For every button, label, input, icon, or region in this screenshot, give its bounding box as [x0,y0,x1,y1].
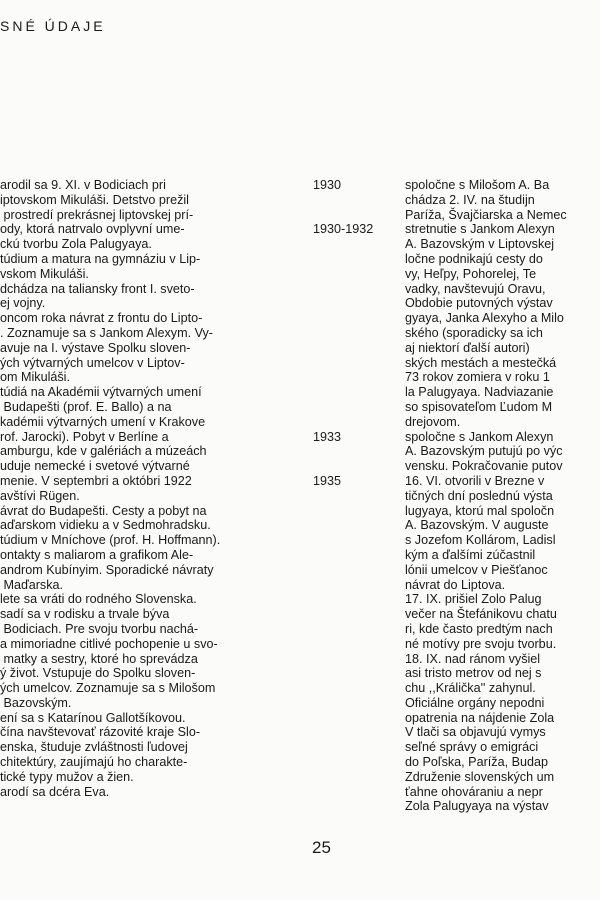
text-line: ení sa s Katarínou Gallotšíkovou. [0,710,186,725]
text-line: A. Bazovským putujú po výc [405,444,563,459]
text-line: návrat do Liptova. [405,577,506,592]
text-line: Bazovským. [0,695,72,710]
text-line: chitektúry, zaujímajú ho charakte- [0,755,188,770]
text-line: om Mikuláši. [0,370,70,385]
text-line: Maďarska. [0,577,64,592]
text-line: vy, Heľpy, Pohorelej, Te [405,266,537,281]
text-line: arodil sa 9. XI. v Bodiciach pri [0,178,166,192]
year-label: 1930-1932 [313,222,374,237]
right-text-column [405,178,600,814]
text-line: Budapešti (prof. E. Ballo) a na [0,399,172,414]
text-line: ri, kde často predtým nach [405,621,553,636]
text-line: . Zoznamuje sa s Jankom Alexym. Vy- [0,325,213,340]
text-line: ody, ktorá natrvalo ovplyvní ume- [0,222,185,237]
text-line: kým a ďalšími zúčastnil [405,547,536,562]
text-line: lónii umelcov v Piešťanoc [405,562,548,577]
text-line: 16. VI. otvorili v Brezne v [405,473,545,488]
text-line: oncom roka návrat z frontu do Lipto- [0,311,203,326]
text-line: vadky, navštevujú Oravu, [405,281,546,296]
text-line: aďarskom vidieku a v Sedmohradsku. [0,518,211,533]
text-line: tické typy mužov a žien. [0,769,134,784]
text-line: tičných dní poslednú výsta [405,488,553,503]
text-line: spoločne s Jankom Alexyn [405,429,554,444]
text-line: čína navštevovať rázovité kraje Slo- [0,725,201,740]
text-line: ského (sporadicky sa ich [405,325,543,340]
text-line: večer na Štefánikovu chatu [405,607,557,622]
text-line: matky a sestry, ktoré ho sprevádza [0,651,198,666]
text-line: do Poľska, Paríža, Budap [405,755,548,770]
text-line: prostredí prekrásnej liptovskej prí- [0,207,194,222]
text-line: s Jozefom Kollárom, Ladisl [405,533,556,548]
text-line: 73 rokov zomiera v roku 1 [405,370,550,385]
text-line: 18. IX. nad ránom vyšiel [405,651,541,666]
text-line: enska, študuje zvláštnosti ľudovej [0,740,188,755]
year-label: 1933 [313,429,342,444]
text-line: opatrenia na nájdenie Zola [405,710,555,725]
text-line: uduje nemecké i svetové výtvarné [0,459,190,474]
text-line: chu ,,Králička'' zahynul. [405,681,536,696]
text-line: ávrat do Budapešti. Cesty a pobyt na [0,503,207,518]
text-line: spoločne s Milošom A. Ba [405,178,550,192]
text-line: Zola Palugyaya na výstav [405,799,549,814]
text-line: Obdobie putovných výstav [405,296,553,311]
text-line: seľné správy o emigráci [405,740,539,755]
text-line: amburgu, kde v galériách a múzeách [0,444,207,459]
text-line: túdium a matura na gymnáziu v Lip- [0,251,201,266]
text-line: ločne podnikajú cesty do [405,251,543,266]
text-line: iptovskom Mikuláši. Detstvo prežil [0,192,189,207]
text-line: asi tristo metrov od nej s [405,666,542,681]
text-line: túdium v Mníchove (prof. H. Hoffmann). [0,533,221,548]
text-line: túdiá na Akadémii výtvarných umení [0,385,202,400]
text-line: ý život. Vstupuje do Spolku sloven- [0,666,196,681]
text-line: Združenie slovenských um [405,769,555,784]
text-line: avuje na I. výstave Spolku sloven- [0,340,191,355]
text-line: gyaya, Janka Alexyho a Milo [405,311,564,326]
text-line: arodí sa dcéra Eva. [0,784,110,799]
text-line: menie. V septembri a októbri 1922 [0,473,192,488]
page-number: 25 [312,838,331,857]
text-line: la Palugyaya. Nadviazanie [405,385,554,400]
text-line: chádza 2. IV. na študijn [405,192,535,207]
text-line: ých umelcov. Zoznamuje sa s Milošom [0,681,216,696]
text-line: ckú tvorbu Zola Palugyaya. [0,237,152,252]
text-line: kadémii výtvarných umení v Krakove [0,414,206,429]
left-text-column [0,178,280,799]
page-header: SNÉ ÚDAJE [0,18,106,34]
text-line: dchádza na taliansky front I. sveto- [0,281,195,296]
text-line: ťahne ohováraniu a nepr [405,784,543,799]
text-line: stretnutie s Jankom Alexyn [405,222,555,237]
text-line: vskom Mikuláši. [0,266,89,281]
text-line: ských mestách a mestečká [405,355,557,370]
text-line: rof. Jarocki). Pobyt v Berlíne a [0,429,169,444]
text-line: lugyaya, ktorú mal spoločn [405,503,555,518]
text-line: V tlači sa objavujú vymys [405,725,546,740]
text-line: Bodiciach. Pre svoju tvorbu nachá- [0,621,199,636]
text-line: vensku. Pokračovanie putov [405,459,563,474]
text-line: A. Bazovským v Liptovskej [405,237,555,252]
year-label: 1930 [313,178,342,192]
text-line: ontakty s maliarom a grafikom Ale- [0,547,194,562]
year-label: 1935 [313,474,342,488]
text-line: 17. IX. prišiel Zolo Palug [405,592,542,607]
text-line: androm Kubínyim. Sporadické návraty [0,562,214,577]
text-line: Oficiálne orgány nepodni [405,695,545,710]
text-line: ých výtvarných umelcov v Liptov- [0,355,185,370]
text-line: a mimoriadne citlivé pochopenie u svo- [0,636,218,651]
text-line: avštívi Rügen. [0,488,80,503]
text-line: so spisovateľom Ľudom M [405,399,553,414]
text-line: A. Bazovským. V auguste [405,518,549,533]
text-line: Paríža, Švajčiarska a Nemec [405,207,567,222]
text-line: sadí sa v rodisku a trvale býva [0,607,170,622]
text-line: aj niektorí ďalší autori) [405,340,530,355]
text-line: lete sa vráti do rodného Slovenska. [0,592,197,607]
text-line: drejovom. [405,414,461,429]
text-line: ej vojny. [0,296,46,311]
text-line: né motívy pre svoju tvorbu. [405,636,557,651]
